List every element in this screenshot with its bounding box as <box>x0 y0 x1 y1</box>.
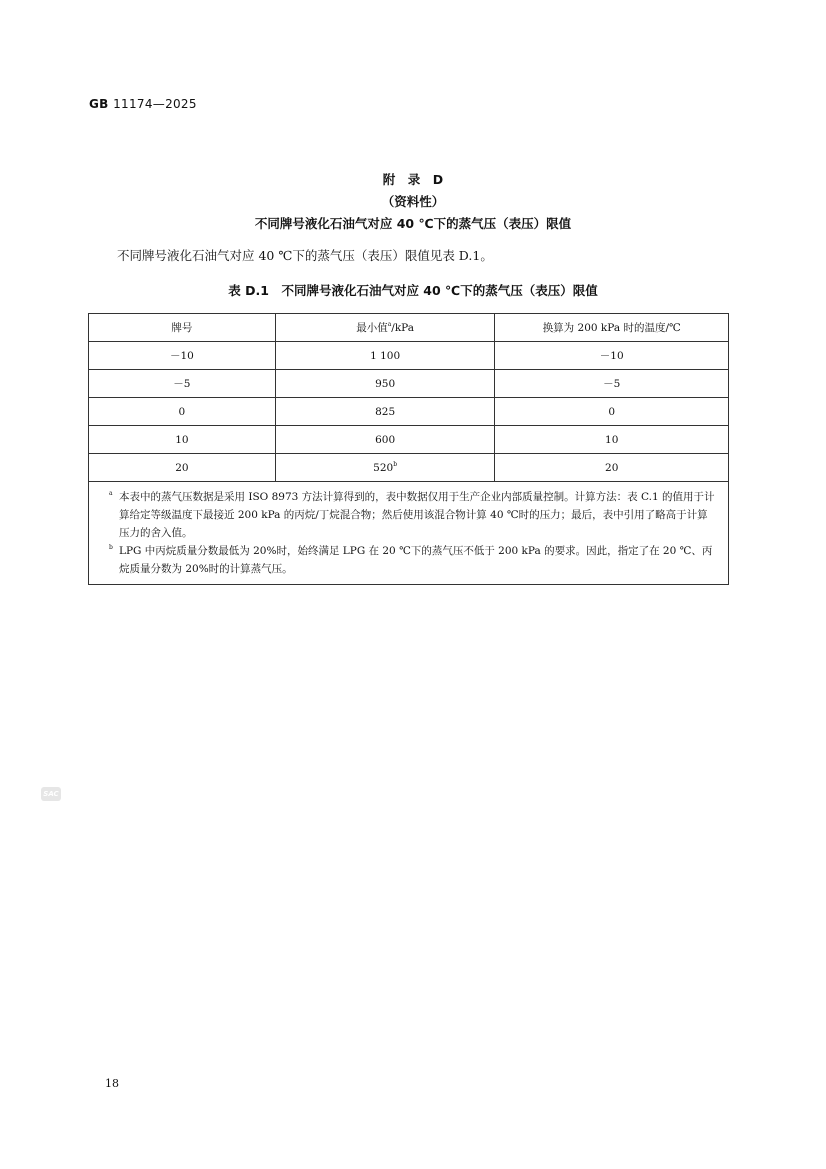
cell-temp: －5 <box>495 370 729 398</box>
page-number: 18 <box>105 1077 119 1090</box>
header-min-value <box>275 314 495 342</box>
standard-code <box>89 97 197 111</box>
standard-number: 11174—2025 <box>113 97 197 111</box>
header-grade: 牌号 <box>89 314 276 342</box>
appendix-title: 附 录 D <box>382 172 444 187</box>
appendix-subtitle: 不同牌号液化石油气对应 40 ℃下的蒸气压（表压）限值 <box>254 216 572 231</box>
table-row <box>89 454 729 482</box>
cell-temp: 20 <box>495 454 729 482</box>
cell-value <box>275 426 495 454</box>
cell-grade: 0 <box>89 398 276 426</box>
table-notes <box>89 482 729 585</box>
cell-value <box>275 370 495 398</box>
vapor-pressure-table <box>88 313 729 585</box>
cell-note-mark: b <box>393 461 398 468</box>
table-row <box>89 398 729 426</box>
table-row <box>89 370 729 398</box>
header-temperature: 换算为 200 kPa 时的温度/℃ <box>495 314 729 342</box>
note-text: LPG 中丙烷质量分数最低为 20%时，始终满足 LPG 在 20 ℃下的蒸气压不低于 200 kPa 的要求。因此，指定了在 20 ℃、丙烷质量分数为 20%时的计算蒸气压。 <box>119 545 713 575</box>
table-row <box>89 426 729 454</box>
cell-value-number: 520 <box>373 462 394 474</box>
table-caption: 表 D.1 不同牌号液化石油气对应 40 ℃下的蒸气压（表压）限值 <box>228 283 598 298</box>
cell-value-number: 600 <box>375 433 396 446</box>
header-min-value-unit: /kPa <box>391 322 415 334</box>
table-header-row <box>89 314 729 342</box>
standard-prefix: GB <box>89 97 109 111</box>
table-row <box>89 342 729 370</box>
cell-grade: 10 <box>89 426 276 454</box>
cell-value-number: 1 100 <box>370 349 401 362</box>
cell-value <box>275 342 495 370</box>
sac-watermark-logo: SAC <box>41 787 61 801</box>
cell-temp: 10 <box>495 426 729 454</box>
header-min-value-label: 最小值 <box>356 322 388 334</box>
cell-value-number: 950 <box>375 377 396 390</box>
cell-grade: －10 <box>89 342 276 370</box>
cell-value <box>275 398 495 426</box>
note-mark: b <box>109 544 113 551</box>
cell-grade: －5 <box>89 370 276 398</box>
cell-value <box>275 454 495 482</box>
note-text: 本表中的蒸气压数据是采用 ISO 8973 方法计算得到的，表中数据仅用于生产企业内部质量控制。计算方法：表 C.1 的值用于计算给定等级温度下最接近 200 kPa 的丙烷/丁烷混合物；然后使用该混合物计算 40 ℃时的压力；最后，表中引用了略高于计算压力的舍入值。 <box>119 491 715 539</box>
intro-paragraph: 不同牌号液化石油气对应 40 ℃下的蒸气压（表压）限值见表 D.1。 <box>117 248 493 263</box>
cell-temp: －10 <box>495 342 729 370</box>
table-note <box>109 488 718 542</box>
table-note <box>109 542 718 578</box>
cell-value-number: 825 <box>375 405 396 418</box>
cell-temp: 0 <box>495 398 729 426</box>
table-notes-row <box>89 482 729 585</box>
appendix-nature: （资料性） <box>381 194 445 209</box>
header-note-mark: a <box>387 321 392 328</box>
note-mark: a <box>109 490 113 497</box>
cell-grade: 20 <box>89 454 276 482</box>
